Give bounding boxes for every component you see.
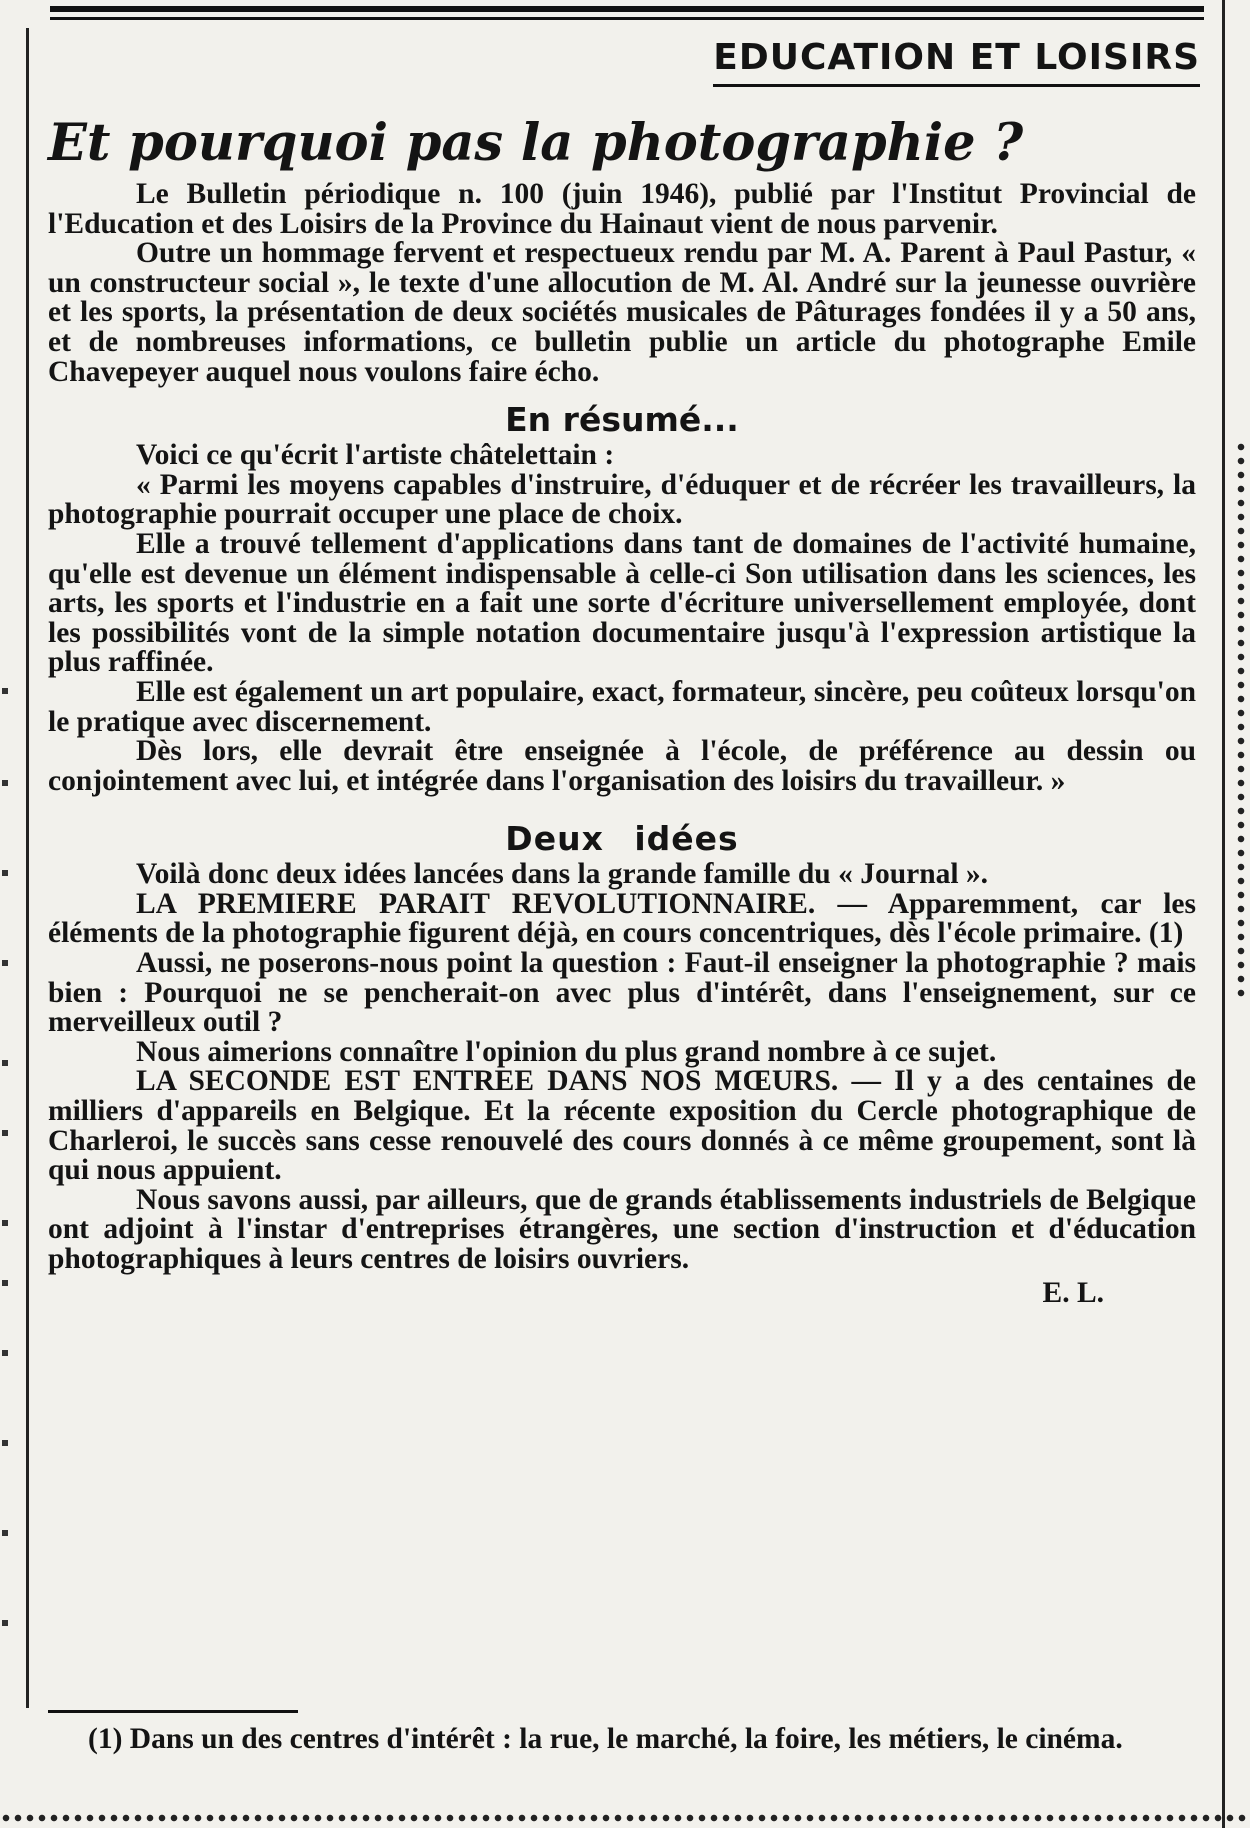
paragraph: Outre un hommage fervent et respectueux rendu par M. A. Parent à Paul Pastur, « un constructeur social », le texte d'une allocution de M. Al. André sur la jeunesse ouvrière et les sports, la présentation de deux sociétés musicales de Pâturages fondées il y a 50 ans, et de nombreuses informations, ce bulletin publie un article du photographe Emile Chavepeyer auquel nous voulons faire écho. <box>48 237 1196 388</box>
paragraph: Dès lors, elle devrait être enseignée à l'école, de préférence au dessin ou conjointement avec lui, et intégrée dans l'organisation des loisirs du travailleur. » <box>48 735 1196 797</box>
article-headline: Et pourquoi pas la photographie ? <box>48 113 1024 173</box>
footnote-rule <box>48 1710 298 1713</box>
paragraph: Nous aimerions connaître l'opinion du plus grand nombre à ce sujet. <box>136 1035 997 1068</box>
right-column-rule <box>1222 0 1225 1828</box>
paragraph: « Parmi les moyens capables d'instruire, d'éduquer et de récréer les travailleurs, la photographie pourrait occuper une place de choix. <box>48 468 1196 531</box>
paragraph: LA SECONDE EST ENTREE DANS NOS MŒURS. — Il y a des centaines de milliers d'appareils en Belgique. Et la récente exposition du Cercle photographique de Charleroi, le succès sans cesse renouvelé des cours donnés à ce même groupement, sont là qui nous appuient. <box>48 1065 1196 1187</box>
subheading-en-resume: En résumé... <box>505 400 739 440</box>
paragraph: LA PREMIERE PARAIT REVOLUTIONNAIRE. — Apparemment, car les éléments de la photographie figurent déjà, en cours concentriques, dès l'école primaire. (1) <box>48 887 1196 950</box>
article-body <box>48 180 1196 1308</box>
section-title: EDUCATION ET LOISIRS <box>713 36 1200 87</box>
author-signature: E. L. <box>1042 1276 1104 1309</box>
paragraph: Aussi, ne poserons-nous point la question : Faut-il enseigner la photographie ? mais bien : Pourquoi ne se pencherait-on avec plus d'intérêt, dans l'enseignement, sur ce merveilleux outil ? <box>48 947 1196 1039</box>
left-column-rule <box>26 28 29 1708</box>
top-rule <box>50 6 1204 12</box>
paragraph: Voici ce qu'écrit l'artiste châtelettain : <box>136 439 615 472</box>
paragraph: Nous savons aussi, par ailleurs, que de grands établissements industriels de Belgique ont adjoint à l'instar d'entreprises étrangères, une section d'instruction et d'éducation photographiques à leurs centres de loisirs ouvriers. <box>48 1183 1196 1275</box>
paragraph: Voilà donc deux idées lancées dans la grande famille du « Journal ». <box>136 858 989 891</box>
paragraph: Elle est également un art populaire, exact, formateur, sincère, peu coûteux lorsqu'on le pratique avec discernement. <box>48 675 1196 738</box>
subheading-deux-idees: Deux idées <box>505 819 739 859</box>
top-rule-thin <box>50 17 1204 20</box>
paragraph: Le Bulletin périodique n. 100 (juin 1946), publié par l'Institut Provincial de l'Education et des Loisirs de la Province du Hainaut vient de nous parvenir. <box>48 178 1196 240</box>
paragraph: Elle a trouvé tellement d'applications dans tant de domaines de l'activité humaine, qu'elle est devenue un élément indispensable à celle-ci Son utilisation dans les sciences, les arts, les sports et l'industrie en a fait une sorte d'écriture universellement employée, dont les possibilités vont de la simple notation documentaire jusqu'à l'expression artistique la plus raffinée. <box>48 527 1196 679</box>
bottom-dotted-border <box>0 1812 1250 1824</box>
footnote: (1) Dans un des centres d'intérêt : la rue, le marché, la foire, les métiers, le cinéma. <box>88 1723 1123 1755</box>
right-dotted-border <box>1236 440 1246 1000</box>
left-column-fragments <box>0 660 12 1740</box>
